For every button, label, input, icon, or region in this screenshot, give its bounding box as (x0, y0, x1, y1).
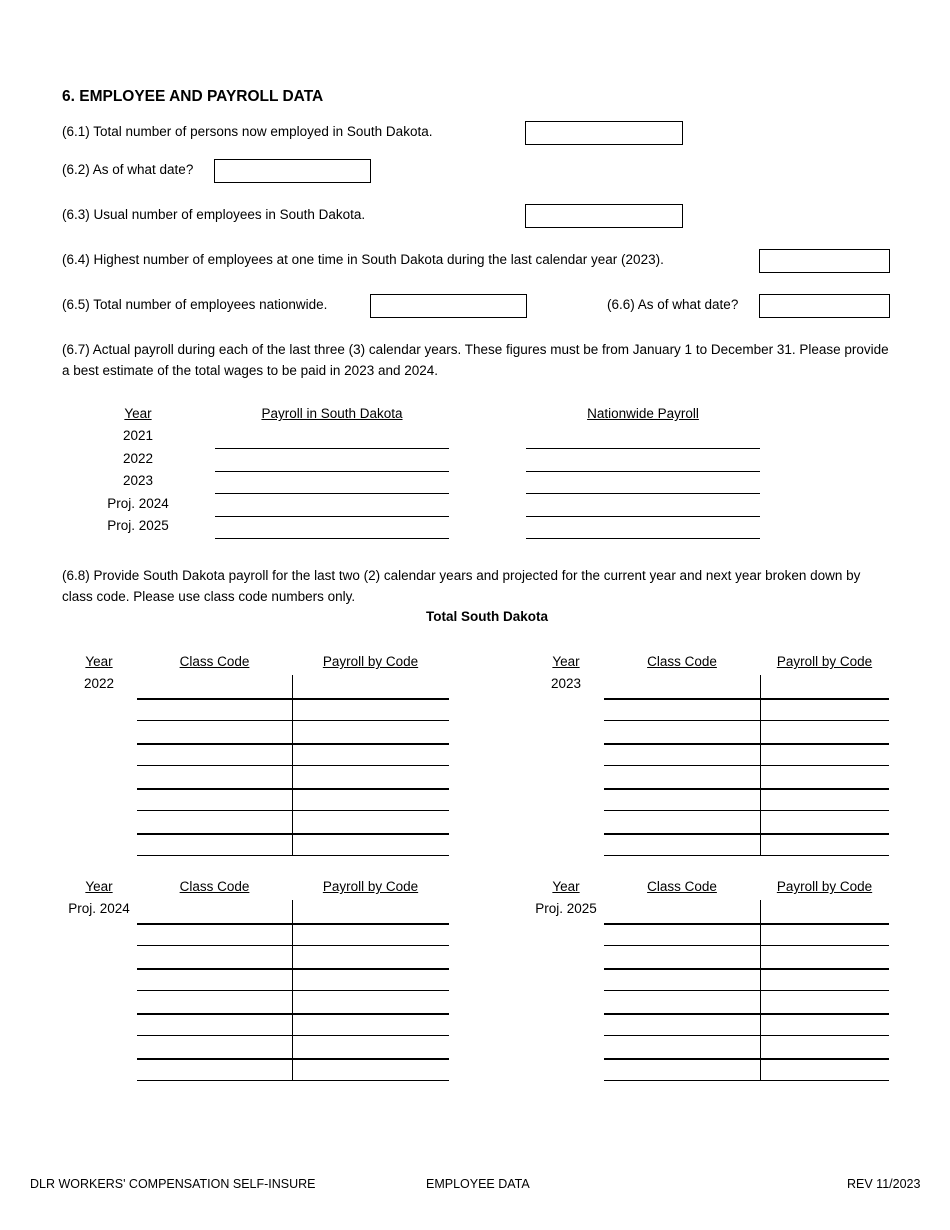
class-code-header: Class Code (647, 879, 717, 894)
payroll-by-code-input[interactable] (761, 1036, 888, 1056)
class-code-input[interactable] (138, 946, 291, 966)
payroll-by-code-input[interactable] (293, 1014, 448, 1034)
payroll-by-code-input[interactable] (761, 901, 888, 921)
payroll-year-cell: 2023 (122, 473, 154, 488)
payroll-by-code-input[interactable] (761, 811, 888, 831)
payroll-by-code-input[interactable] (293, 969, 448, 989)
section-title: 6. EMPLOYEE AND PAYROLL DATA (62, 88, 324, 105)
payroll-by-code-input[interactable] (293, 811, 448, 831)
payroll-by-code-header: Payroll by Code (322, 879, 419, 894)
class-code-header: Class Code (647, 654, 717, 669)
class-code-input[interactable] (138, 766, 291, 786)
payroll-underline (526, 448, 760, 449)
class-code-input[interactable] (605, 1059, 759, 1079)
class-table-year-value: 2023 (550, 676, 582, 691)
payroll-by-code-input[interactable] (293, 901, 448, 921)
payroll-year-header: Year (124, 406, 152, 421)
payroll-underline (215, 471, 449, 472)
q6-5-label: (6.5) Total number of employees nationwide. (62, 297, 328, 312)
q6-1-label: (6.1) Total number of persons now employed in South Dakota. (62, 124, 433, 139)
payroll-by-code-input[interactable] (293, 721, 448, 741)
q6-1-field-box (525, 121, 683, 145)
payroll-by-code-input[interactable] (761, 766, 888, 786)
class-code-input[interactable] (138, 744, 291, 764)
class-code-input[interactable] (605, 969, 759, 989)
payroll-underline (215, 538, 449, 539)
class-code-input[interactable] (138, 789, 291, 809)
payroll-by-code-input[interactable] (761, 676, 888, 696)
class-code-input[interactable] (605, 699, 759, 719)
payroll-by-code-input[interactable] (293, 991, 448, 1011)
payroll-by-code-input[interactable] (761, 721, 888, 741)
payroll-underline (215, 448, 449, 449)
payroll-nationwide-input[interactable] (526, 473, 760, 493)
payroll-nationwide-input[interactable] (526, 496, 760, 516)
class-table-year-header: Year (85, 879, 113, 894)
payroll-by-code-header: Payroll by Code (322, 654, 419, 669)
payroll-by-code-input[interactable] (761, 834, 888, 854)
payroll-by-code-input[interactable] (293, 946, 448, 966)
payroll-underline (526, 516, 760, 517)
payroll-by-code-input[interactable] (761, 969, 888, 989)
payroll-by-code-input[interactable] (761, 789, 888, 809)
payroll-by-code-input[interactable] (761, 924, 888, 944)
class-table-row-line (604, 1080, 889, 1081)
class-table-year-value: Proj. 2024 (68, 901, 130, 916)
payroll-year-cell: Proj. 2024 (107, 495, 169, 511)
class-code-input[interactable] (605, 834, 759, 854)
class-code-input[interactable] (605, 1014, 759, 1034)
class-code-input[interactable] (605, 924, 759, 944)
class-table-year-header: Year (85, 654, 113, 669)
payroll-by-code-input[interactable] (761, 1014, 888, 1034)
class-code-input[interactable] (138, 1059, 291, 1079)
class-code-input[interactable] (138, 1036, 291, 1056)
class-code-input[interactable] (138, 834, 291, 854)
payroll-by-code-input[interactable] (761, 744, 888, 764)
payroll-by-code-input[interactable] (293, 1059, 448, 1079)
payroll-by-code-input[interactable] (293, 789, 448, 809)
class-table-row-line (137, 1080, 449, 1081)
class-code-input[interactable] (138, 969, 291, 989)
payroll-by-code-input[interactable] (293, 744, 448, 764)
q6-5-field-box (370, 294, 527, 318)
payroll-underline (526, 471, 760, 472)
payroll-nationwide-input[interactable] (526, 428, 760, 448)
q6-3-input[interactable] (526, 205, 682, 227)
payroll-nationwide-input[interactable] (526, 451, 760, 471)
q6-2-field-box (214, 159, 371, 183)
payroll-by-code-input[interactable] (761, 991, 888, 1011)
payroll-by-code-input[interactable] (293, 924, 448, 944)
footer-center: EMPLOYEE DATA (426, 1177, 530, 1191)
payroll-underline (526, 538, 760, 539)
class-table-year-header: Year (552, 654, 580, 669)
class-code-input[interactable] (138, 901, 291, 921)
q6-8-text: (6.8) Provide South Dakota payroll for the last two (2) calendar years and projected for the current year and next year broken down by class code. Please use class code numbers only. (62, 568, 861, 604)
class-code-header: Class Code (179, 654, 250, 669)
q6-6-field-box (759, 294, 890, 318)
q6-4-input[interactable] (760, 250, 889, 272)
total-south-dakota-heading: Total South Dakota (425, 609, 548, 624)
class-code-input[interactable] (605, 721, 759, 741)
class-code-input[interactable] (138, 924, 291, 944)
class-table-year-header: Year (552, 879, 580, 894)
class-code-input[interactable] (138, 811, 291, 831)
class-code-input[interactable] (605, 1036, 759, 1056)
class-code-input[interactable] (605, 676, 759, 696)
payroll-year-cell: 2022 (122, 450, 154, 466)
payroll-sd-input[interactable] (215, 518, 449, 538)
payroll-year-cell: 2021 (122, 428, 154, 443)
payroll-underline (215, 493, 449, 494)
footer-right: REV 11/2023 (847, 1177, 921, 1191)
class-table-row-line (604, 855, 889, 856)
q6-6-date-input[interactable] (760, 295, 889, 317)
payroll-nationwide-input[interactable] (526, 518, 760, 538)
class-code-input[interactable] (605, 901, 759, 921)
q6-6-label: (6.6) As of what date? (607, 297, 739, 312)
payroll-underline (526, 493, 760, 494)
q6-2-date-input[interactable] (215, 160, 370, 182)
class-code-input[interactable] (605, 789, 759, 809)
payroll-by-code-header: Payroll by Code (776, 654, 873, 669)
class-code-input[interactable] (605, 766, 759, 786)
payroll-by-code-input[interactable] (293, 834, 448, 854)
class-code-header: Class Code (179, 879, 250, 894)
payroll-by-code-input[interactable] (761, 946, 888, 966)
class-code-input[interactable] (138, 676, 291, 696)
payroll-sd-input[interactable] (215, 496, 449, 516)
q6-1-input[interactable] (526, 122, 682, 144)
payroll-year-cell: Proj. 2025 (107, 518, 169, 533)
payroll-by-code-input[interactable] (761, 1059, 888, 1079)
payroll-by-code-input[interactable] (293, 1036, 448, 1056)
payroll-by-code-input[interactable] (293, 676, 448, 696)
payroll-sd-input[interactable] (215, 451, 449, 471)
q6-7-text: (6.7) Actual payroll during each of the last three (3) calendar years. These figures must be from January 1 to December 31. Please provide a best estimate of the total wages to be paid in 2023 and 2024. (62, 342, 889, 378)
payroll-by-code-header: Payroll by Code (776, 879, 873, 894)
q6-4-field-box (759, 249, 890, 273)
class-code-input[interactable] (138, 1014, 291, 1034)
class-code-input[interactable] (605, 811, 759, 831)
payroll-nationwide-header: Nationwide Payroll (587, 406, 699, 421)
q6-5-input[interactable] (371, 295, 526, 317)
payroll-by-code-input[interactable] (293, 699, 448, 719)
payroll-by-code-input[interactable] (293, 766, 448, 786)
class-code-input[interactable] (605, 991, 759, 1011)
class-code-input[interactable] (138, 721, 291, 741)
class-table-year-value: 2022 (83, 676, 115, 691)
payroll-sd-header: Payroll in South Dakota (261, 406, 403, 421)
class-code-input[interactable] (138, 991, 291, 1011)
class-table-row-line (137, 855, 449, 856)
payroll-by-code-input[interactable] (761, 699, 888, 719)
footer-left: DLR WORKERS' COMPENSATION SELF-INSURE (30, 1177, 316, 1191)
q6-2-label: (6.2) As of what date? (62, 162, 194, 177)
q6-3-label: (6.3) Usual number of employees in South Dakota. (62, 207, 366, 222)
payroll-sd-input[interactable] (215, 428, 449, 448)
class-code-input[interactable] (605, 946, 759, 966)
class-code-input[interactable] (138, 699, 291, 719)
q6-4-label: (6.4) Highest number of employees at one time in South Dakota during the last calendar year (2023). (62, 252, 664, 267)
payroll-sd-input[interactable] (215, 473, 449, 493)
class-table-year-value: Proj. 2025 (535, 901, 597, 916)
payroll-underline (215, 516, 449, 517)
q6-3-field-box (525, 204, 683, 228)
class-code-input[interactable] (605, 744, 759, 764)
